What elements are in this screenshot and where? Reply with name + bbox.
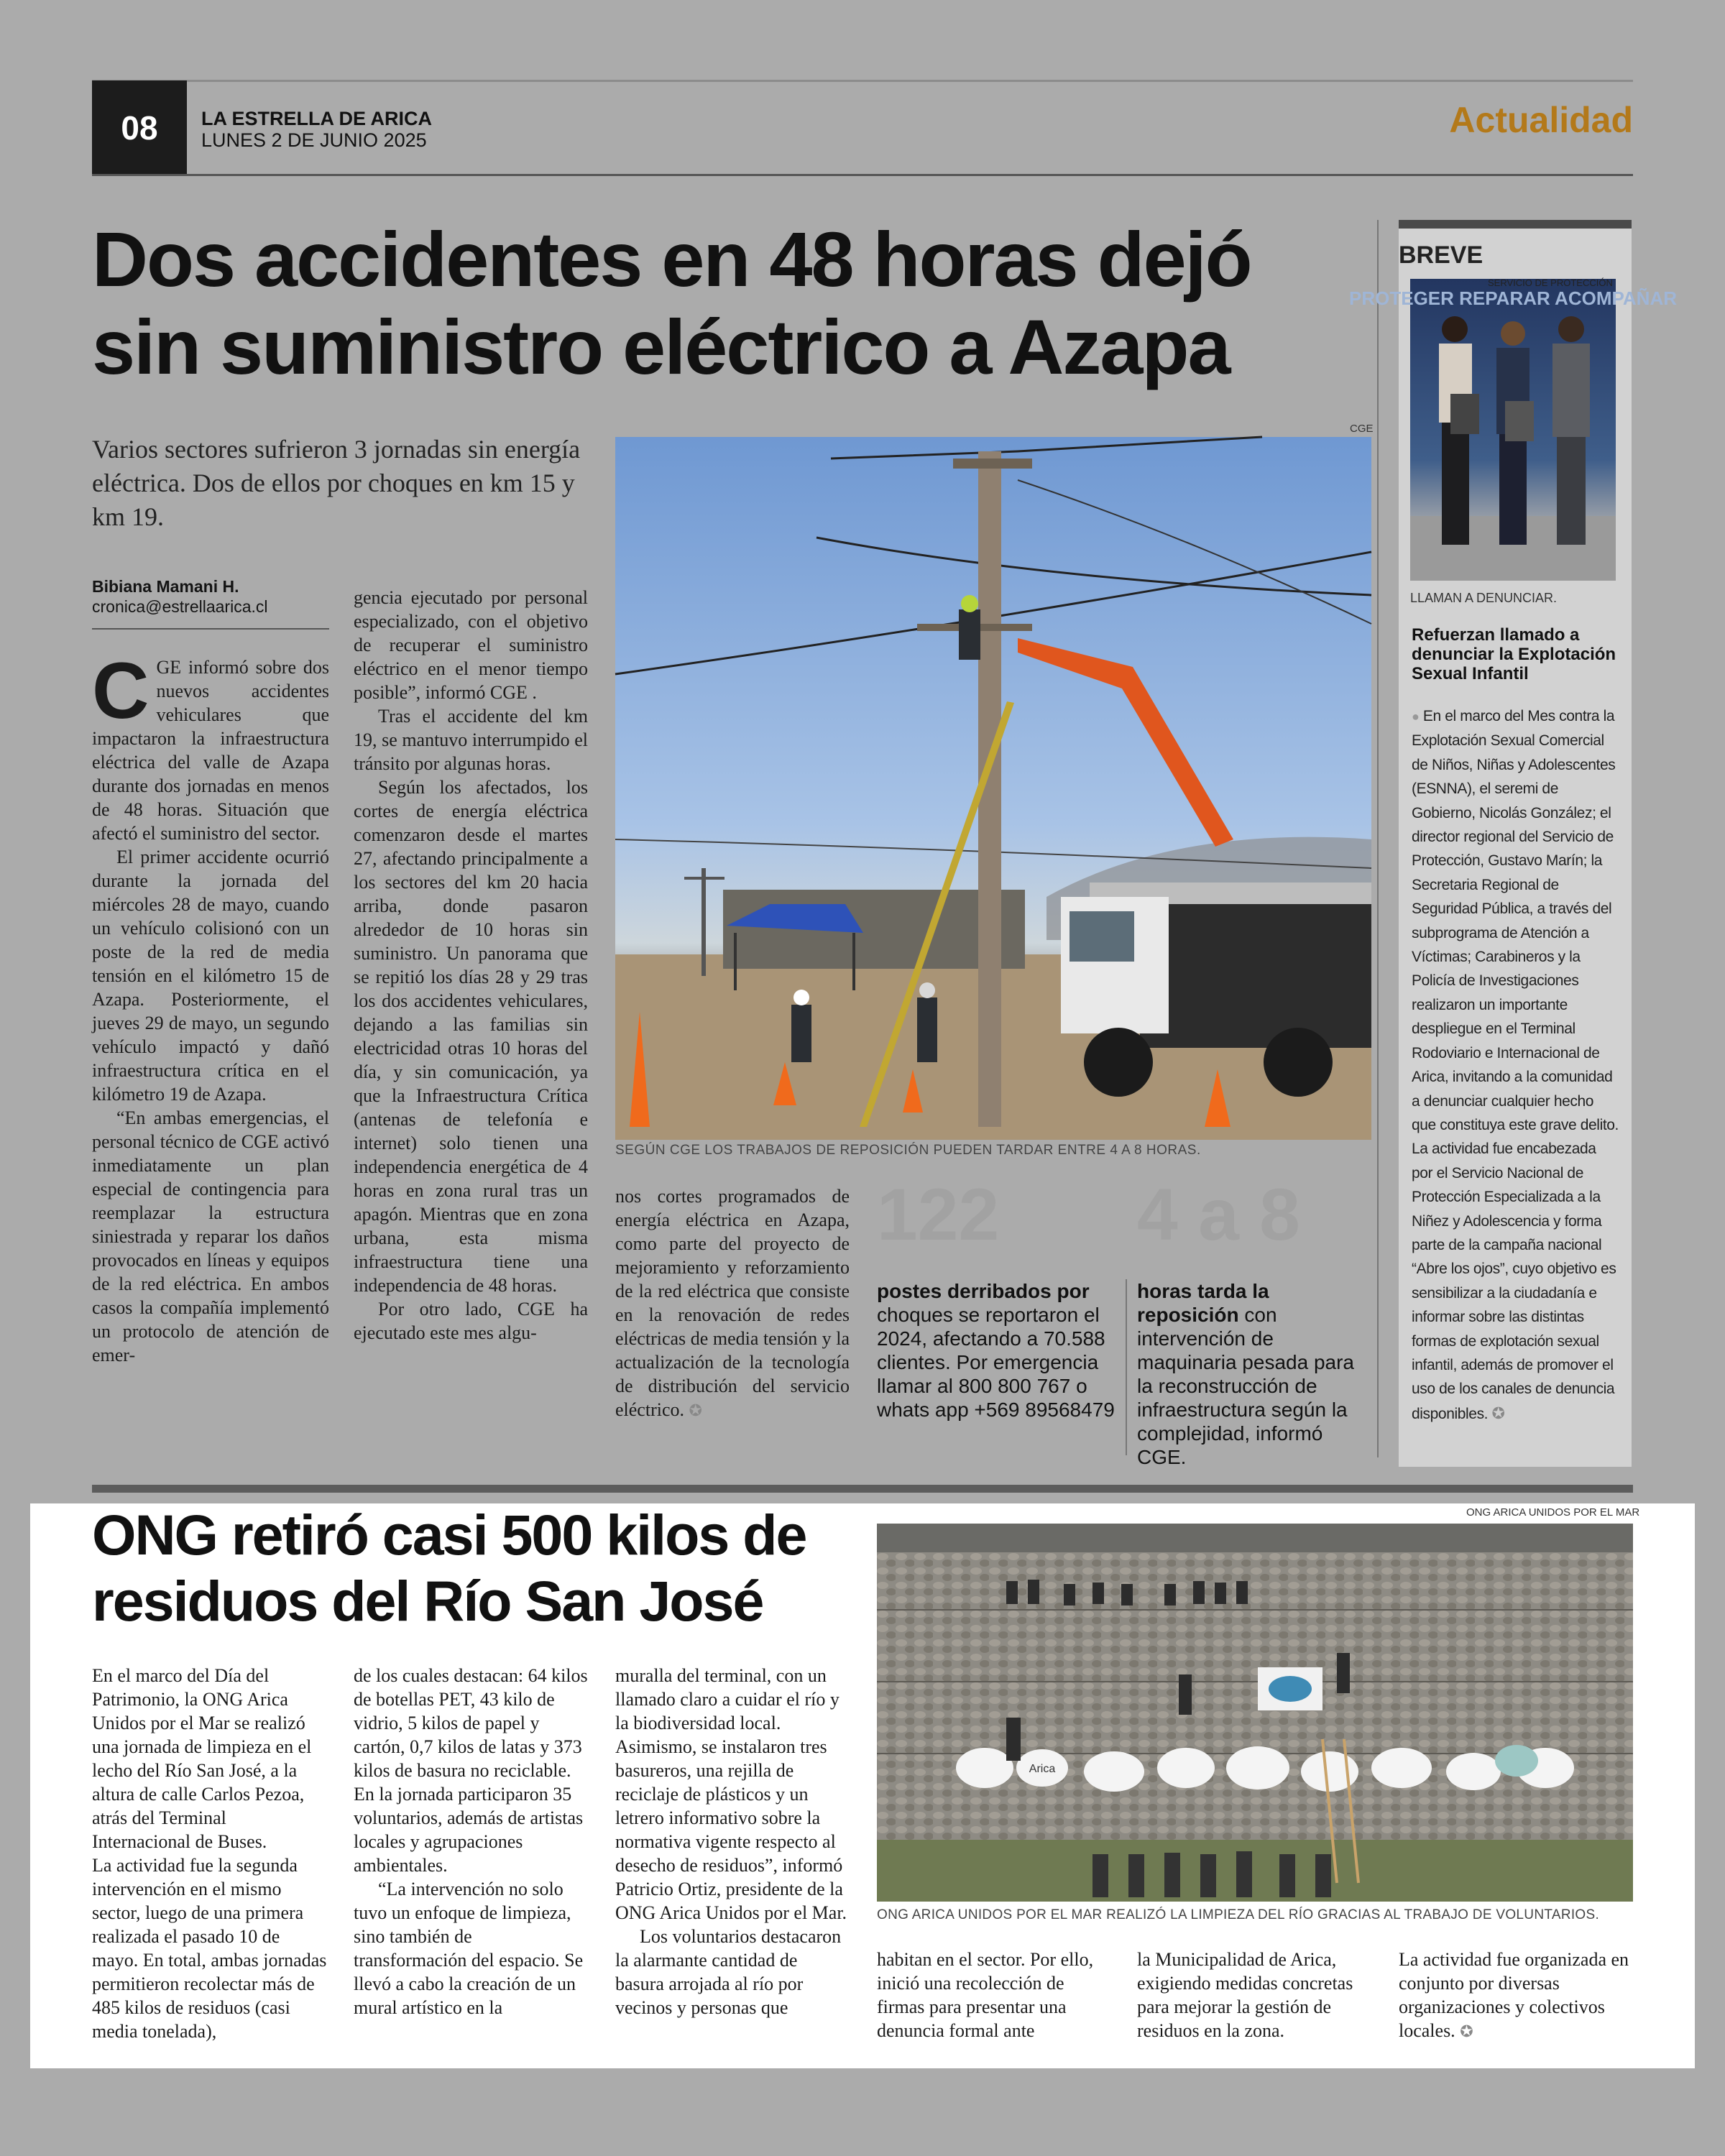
paragraph: “La intervención no solo tuvo un enfoque de limpieza, sino también de transformación del espacio. Se llevó a cabo la creación de un mural artístico en la <box>354 1879 584 2018</box>
stat-divider <box>1126 1279 1127 1455</box>
header-rule <box>92 174 1633 176</box>
author-email[interactable]: cronica@estrellaarica.cl <box>92 597 268 616</box>
paragraph: La actividad fue encabezada por el Servicio Nacional de Protección Especializada a la Niñez y Adolescencia y forma parte de la campaña nacional “Abre los ojos”, cuyo objetivo es sensibilizar a la ciudadanía e informar sobre las distintas formas de explotación sexual infantil, además de promover el uso de los canales de denuncia disponibles. ✪ <box>1412 1141 1616 1422</box>
byline-rule <box>92 628 329 630</box>
page-number-box <box>92 80 187 175</box>
author-name: Bibiana Mamani H. <box>92 577 239 596</box>
paragraph: GE informó sobre dos nuevos accidentes vehiculares que impactaron la infraestructura eléctrica del valle de Azapa durante dos jornadas en menos de 48 horas. Situación que afectó el suministro del sector. <box>92 657 329 844</box>
paragraph: gencia ejecutado por personal especializado, con el objetivo de recuperar el suministro eléctrico en el menor tiempo posible”, informó CGE . <box>354 587 588 703</box>
article-column-2 <box>354 586 588 1345</box>
paragraph: de los cuales destacan: 64 kilos de botellas PET, 43 kilo de vidrio, 5 kilos de papel y cartón, 0,7 kilos de latas y 373 kilos de basura no reciclable. <box>354 1665 588 1781</box>
river-photo-caption: ONG ARICA UNIDOS POR EL MAR REALIZÓ LA LIMPIEZA DEL RÍO GRACIAS AL TRABAJO DE VOLUNTARIOS. <box>877 1907 1600 1922</box>
page-number: 08 <box>121 109 158 147</box>
article-column-3 <box>615 1184 850 1422</box>
photo-caption: SEGÚN CGE LOS TRABAJOS DE REPOSICIÓN PUEDEN TARDAR ENTRE 4 A 8 HORAS. <box>615 1143 1201 1158</box>
stat-lead: horas tarda la reposición <box>1137 1280 1269 1326</box>
stat-number: 4 a 8 <box>1137 1174 1300 1256</box>
paragraph: Los voluntarios destacaron la alarmante cantidad de basura arrojada al río por vecinos y personas que <box>615 1926 842 2018</box>
sidebar-photo-caption: LLAMAN A DENUNCIAR. <box>1410 591 1558 605</box>
sidebar-top-bar <box>1399 220 1632 229</box>
sidebar-divider <box>1377 220 1379 1457</box>
main-headline-line1: Dos accidentes en 48 horas dejó <box>92 216 1251 303</box>
second-article-column-3 <box>615 1664 850 2019</box>
article-deck: Varios sectores sufrieron 3 jornadas sin energía eléctrica. Dos de ellos por choques en km 15 y km 19. <box>92 435 581 531</box>
stat-lead: postes derribados por <box>877 1280 1090 1302</box>
main-photo <box>615 437 1371 1140</box>
stat-description <box>877 1279 1121 1422</box>
drop-cap: C <box>92 647 150 735</box>
second-article-column-6: La actividad fue organizada en conjunto por diversas organizaciones y colectivos locales. ✪ <box>1399 1949 1629 2041</box>
stat-description <box>1137 1279 1367 1469</box>
paragraph: ● En el marco del Mes contra la Explotación Sexual Comercial de Niños, Niñas y Adolescentes (ESNNA), el seremi de Gobierno, Nicolás González; el director regional del Servicio de Protección, Gustavo Marín; la Secretaria Regional de Seguridad Pública, a través del subprograma de Atención a Víctimas; Carabineros y la Policía de Investigaciones realizaron un importante despliegue en el Terminal Rodoviario e Internacional de Arica, invitando a la comunidad a denunciar cualquier hecho que constituya este grave delito. <box>1412 708 1619 1133</box>
paragraph: El primer accidente ocurrió durante la jornada del miércoles 28 de mayo, cuando un vehículo colisionó con un poste de la red de media tensión en el kilómetro 15 de Azapa. Posteriormente, el jueves 29 de mayo, un segundo vehículo impactó y dañó infraestructura crítica en el kilómetro 19 de Azapa. <box>92 847 329 1105</box>
stat-number: 122 <box>877 1174 1000 1256</box>
second-article-column-2 <box>354 1664 588 2019</box>
stat-body: con intervención de maquinaria pesada para la reconstrucción de infraestructura según la complejidad, informó CGE. <box>1137 1304 1354 1468</box>
photo-credit: CGE <box>1350 423 1374 435</box>
paragraph: “En ambas emergencias, el personal técnico de CGE activó inmediatamente un plan especial de contingencia para reemplazar la estructura siniestrada y reparar los daños provocados en líneas y equipos de la red eléctrica. En ambos casos la compañía implementó un protocolo de atención de emer- <box>92 1107 329 1365</box>
volunteers-photo <box>877 1524 1633 1902</box>
sidebar-headline: Refuerzan llamado a denunciar la Explotación Sexual Infantil <box>1412 625 1616 683</box>
masthead <box>201 108 432 151</box>
end-mark-icon: ✪ <box>1491 1404 1505 1422</box>
end-mark-icon: ✪ <box>1460 2022 1473 2040</box>
paragraph: Según los afectados, los cortes de energía eléctrica comenzaron desde el martes 27, afectando principalmente a los sectores del km 20 hacia arriba, donde pasaron alrededor de 10 horas sin suministro. Un panorama que se repitió los días 28 y 29 tras los dos accidentes vehiculares, dejando a las familias sin electricidad otras 10 horas del día, y sin comunicación, ya que la Infraestructura Crítica (antenas de telefonía e internet) solo tienen una independencia energética de 4 horas en zona rural tras un apagón. Mientras que en zona urbana, esta misma infraestructura tiene una independencia de 48 horas. <box>354 777 588 1296</box>
river-photo-credit: ONG ARICA UNIDOS POR EL MAR <box>1466 1506 1640 1519</box>
utility-pole-photo <box>615 437 1371 1140</box>
second-headline-line2: residuos del Río San José <box>92 1569 763 1633</box>
paragraph: La actividad fue la segunda intervención en el mismo sector, luego de una primera realizada el pasado 10 de mayo. En total, ambas jornadas permitieron recolectar más de 485 kilos de residuos (casi media tonelada), <box>92 1855 327 2042</box>
second-article-column-5: la Municipalidad de Arica, exigiendo medidas concretas para mejorar la gestión de residuos en la zona. <box>1137 1949 1353 2041</box>
section-divider <box>92 1485 1633 1493</box>
article-column-1 <box>92 647 329 1367</box>
second-article-column-1 <box>92 1664 329 2043</box>
sidebar-body <box>1412 704 1620 1426</box>
second-headline <box>92 1502 868 1634</box>
second-headline-line1: ONG retiró casi 500 kilos de <box>92 1503 806 1567</box>
paragraph: En la jornada participaron 35 voluntarios, además de artistas locales y agrupaciones ambientales. <box>354 1784 584 1876</box>
banner-text: PROTEGER REPARAR ACOMPAÑAR <box>1349 287 1677 309</box>
bag-label: Arica <box>1029 1763 1056 1775</box>
river-photo <box>877 1524 1633 1902</box>
end-mark-icon: ✪ <box>689 1401 702 1419</box>
paragraph: nos cortes programados de energía eléctrica en Azapa, como parte del proyecto de mejoramiento y reforzamiento de la red eléctrica que consiste en la renovación de redes eléctricas de media tensión y la actualización de la tecnología de distribución del servicio eléctrico. ✪ <box>615 1186 850 1420</box>
top-rule <box>92 80 1633 82</box>
sidebar-label: BREVE <box>1399 241 1484 269</box>
main-headline <box>92 216 1386 391</box>
byline <box>92 576 268 617</box>
paragraph: muralla del terminal, con un llamado claro a cuidar el río y la biodiversidad local. Asimismo, se instalaron tres basureros, una rejilla de reciclaje de plásticos y un letrero informativo sobre la normativa vigente respecto al desecho de residuos”, informó Patricio Ortiz, presidente de la ONG Arica Unidos por el Mar. <box>615 1665 847 1923</box>
publication-date: LUNES 2 DE JUNIO 2025 <box>201 129 427 151</box>
sidebar-photo-label: SERVICIO DE PROTECCIÓN <box>1488 277 1613 288</box>
stat-body: choques se reportaron el 2024, afectando a 70.588 clientes. Por emergencia llamar al 800 800 767 o whats app +569 89568479 <box>877 1304 1115 1421</box>
main-headline-line2: sin suministro eléctrico a Azapa <box>92 303 1230 390</box>
publication-name: LA ESTRELLA DE ARICA <box>201 108 432 129</box>
second-article-column-4: habitan en el sector. Por ello, inició una recolección de firmas para presentar una denuncia formal ante <box>877 1949 1094 2041</box>
paragraph: Tras el accidente del km 19, se mantuvo interrumpido el tránsito por algunas horas. <box>354 706 588 774</box>
section-title: Actualidad <box>1449 100 1633 140</box>
bullet-icon: ● <box>1412 709 1420 724</box>
paragraph: Por otro lado, CGE ha ejecutado este mes algu- <box>354 1299 588 1343</box>
paragraph: En el marco del Día del Patrimonio, la ONG Arica Unidos por el Mar se realizó una jornada de limpieza en el lecho del Río San José, a la altura de calle Carlos Pezoa, atrás del Terminal Internacional de Buses. <box>92 1665 312 1852</box>
